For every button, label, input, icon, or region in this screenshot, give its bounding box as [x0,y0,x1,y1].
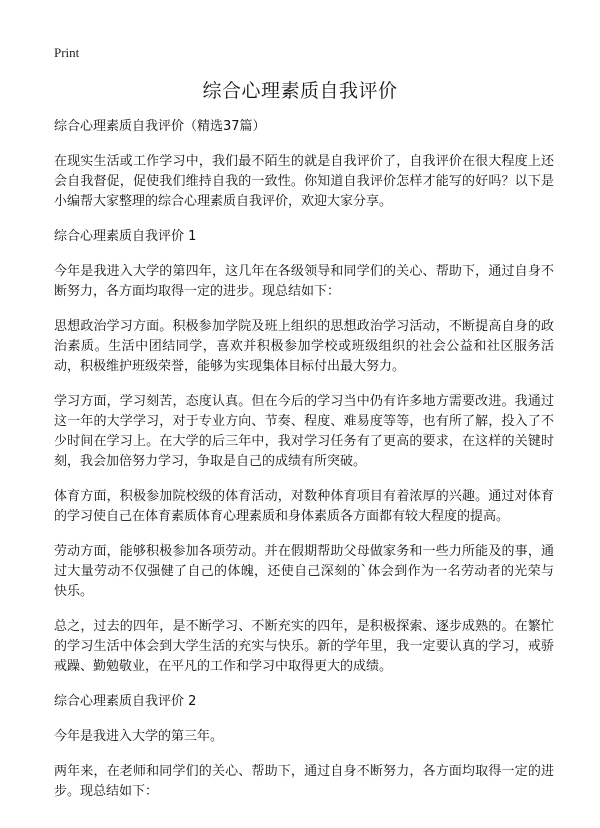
section-1-paragraph: 思想政治学习方面。积极参加学院及班上组织的思想政治学习活动，不断提高自身的政治素质。生活中团结同学，喜欢并积极参加学校或班级组织的社会公益和社区服务活动，积极维护班级荣誉，能够为实现集体目标付出最大努力。 [54,319,554,374]
section-2-heading: 综合心理素质自我评价 2 [54,694,197,709]
article-body [54,117,554,817]
section-1-heading: 综合心理素质自我评价 1 [54,229,197,244]
section-2-paragraph: 今年是我进入大学的第三年。 [54,729,224,744]
print-link[interactable]: Print [54,45,80,60]
section-1-paragraph: 劳动方面，能够积极参加各项劳动。并在假期帮助父母做家务和一些力所能及的事，通过大量劳动不仅强健了自己的体魄，还使自己深刻的`体会到作为一名劳动者的光荣与快乐。 [54,544,554,599]
section-1-paragraph: 体育方面，积极参加院校级的体育活动，对数种体育项目有着浓厚的兴趣。通过对体育的学习使自己在体育素质体育心理素质和身体素质各方面都有较大程度的提高。 [54,489,554,524]
section-1-paragraph: 今年是我进入大学的第四年，这几年在各级领导和同学们的关心、帮助下，通过自身不断努力，各方面均取得一定的进步。现总结如下： [54,264,554,299]
article-subtitle: 综合心理素质自我评价（精选37篇） [54,119,266,134]
intro-paragraph: 在现实生活或工作学习中，我们最不陌生的就是自我评价了，自我评价在很大程度上还会自我督促，促使我们维持自我的一致性。你知道自我评价怎样才能写的好吗？以下是小编帮大家整理的综合心理素质自我评价，欢迎大家分享。 [54,154,554,209]
page-title: 综合心理素质自我评价 [202,80,398,102]
section-2-paragraph: 两年来，在老师和同学们的关心、帮助下，通过自身不断努力，各方面均取得一定的进步。现总结如下： [54,764,554,799]
section-1-paragraph: 学习方面，学习刻苦，态度认真。但在今后的学习当中仍有许多地方需要改进。我通过这一年的大学学习，对于专业方向、节奏、程度、难易度等等，也有所了解，投入了不少时间在学习上。在大学的后三年中，我对学习任务有了更高的要求，在这样的关键时刻，我会加倍努力学习，争取是自己的成绩有所突破。 [54,394,554,469]
section-1-paragraph: 总之，过去的四年，是不断学习、不断充实的四年，是积极探索、逐步成熟的。在繁忙的学习生活中体会到大学生活的充实与快乐。新的学年里，我一定要认真的学习，戒骄戒躁、勤勉敬业，在平凡的工作和学习中取得更大的成绩。 [54,619,554,674]
